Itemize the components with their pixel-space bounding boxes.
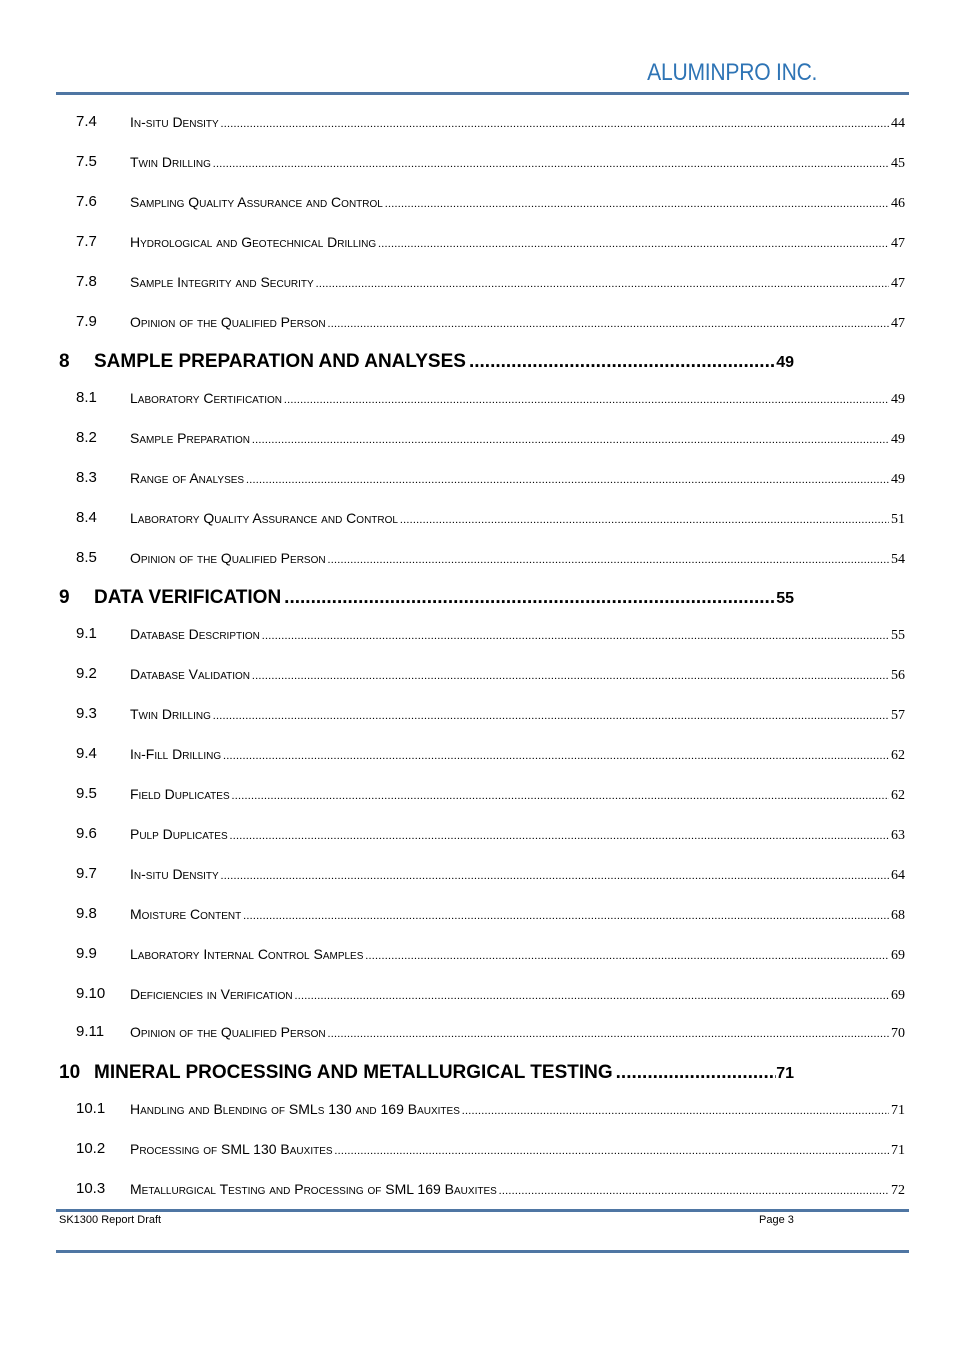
- toc-entry-number: 10.1: [76, 1100, 106, 1117]
- toc-entry[interactable]: [0, 902, 965, 926]
- toc-entry-number: 7.8: [76, 273, 97, 290]
- toc-entry-page: 68: [891, 908, 905, 923]
- toc-entry-page: 72: [891, 1183, 905, 1198]
- toc-entry-title: [130, 466, 905, 492]
- toc-entry[interactable]: [0, 1177, 965, 1201]
- toc-entry-label: Opinion of the Qualified Person: [130, 1024, 326, 1040]
- toc-entry-page: 56: [891, 668, 905, 683]
- toc-entry-label: Opinion of the Qualified Person: [130, 314, 326, 330]
- toc-leader-dots: [469, 348, 776, 376]
- toc-entry-page: 49: [891, 432, 905, 447]
- toc-entry-title: [130, 702, 905, 728]
- toc-entry-number: 9.7: [76, 865, 97, 882]
- toc-leader-dots: [400, 508, 889, 532]
- toc-entry-number: 9.9: [76, 945, 97, 962]
- toc-entry[interactable]: [0, 982, 965, 1006]
- toc-entry[interactable]: [0, 782, 965, 806]
- toc-section-number: 10: [59, 1062, 81, 1083]
- toc-leader-dots: [252, 428, 889, 452]
- toc-entry[interactable]: [0, 546, 965, 570]
- toc-entry-label: In-Fill Drilling: [130, 746, 222, 762]
- toc-entry[interactable]: [0, 942, 965, 966]
- toc-entry-page: 57: [891, 708, 905, 723]
- toc-entry[interactable]: [0, 386, 965, 410]
- toc-entry-title: [130, 426, 905, 452]
- toc-entry-number: 8.2: [76, 429, 97, 446]
- toc-entry[interactable]: [0, 506, 965, 530]
- toc-entry-title: [130, 110, 905, 136]
- toc-entry-number: 8.5: [76, 549, 97, 566]
- toc-entry-title: [130, 230, 905, 256]
- toc-entry-number: 9.8: [76, 905, 97, 922]
- toc-entry-title: [130, 662, 905, 688]
- toc-entry-label: Deficiencies in Verification: [130, 986, 293, 1002]
- toc-entry-label: Handling and Blending of SMLs 130 and 169 Bauxites: [130, 1101, 460, 1117]
- toc-leader-dots: [230, 824, 889, 848]
- toc-entry-label: Twin Drilling: [130, 706, 211, 722]
- toc-entry-page: 71: [891, 1103, 905, 1118]
- toc-entry-title: [130, 782, 905, 808]
- toc-leader-dots: [328, 548, 889, 572]
- toc-entry-title: [130, 742, 905, 768]
- toc-section-entry[interactable]: [0, 584, 965, 612]
- toc-entry-number: 7.5: [76, 153, 97, 170]
- toc-entry-label: Laboratory Quality Assurance and Control: [130, 510, 398, 526]
- toc-entry-label: Pulp Duplicates: [130, 826, 228, 842]
- toc-entry-page: 51: [891, 512, 905, 527]
- toc-entry[interactable]: [0, 150, 965, 174]
- toc-leader-dots: [328, 1022, 889, 1046]
- toc-leader-dots: [385, 192, 889, 216]
- toc-entry-number: 7.7: [76, 233, 97, 250]
- toc-entry-page: 64: [891, 868, 905, 883]
- toc-section-title: [94, 1059, 794, 1088]
- toc-entry[interactable]: [0, 622, 965, 646]
- toc-leader-dots: [223, 744, 889, 768]
- toc-entry-title: [130, 310, 905, 336]
- toc-entry[interactable]: [0, 1137, 965, 1161]
- toc-entry-title: [130, 1020, 905, 1046]
- toc-entry-number: 7.4: [76, 113, 97, 130]
- toc-leader-dots: [243, 904, 889, 928]
- toc-leader-dots: [232, 784, 889, 808]
- toc-entry-page: 47: [891, 236, 905, 251]
- toc-section-title: [94, 584, 794, 613]
- toc-entry-title: [130, 546, 905, 572]
- toc-entry[interactable]: [0, 310, 965, 334]
- toc-entry-page: 69: [891, 948, 905, 963]
- toc-entry-title: [130, 1177, 905, 1203]
- toc-leader-dots: [499, 1179, 889, 1203]
- toc-entry-title: [130, 1097, 905, 1123]
- toc-entry-number: 8.1: [76, 389, 97, 406]
- toc-entry-label: In-situ Density: [130, 866, 219, 882]
- toc-leader-dots: [252, 664, 889, 688]
- footer-rule-bottom: [56, 1250, 909, 1253]
- toc-entry[interactable]: [0, 230, 965, 254]
- toc-leader-dots: [365, 944, 889, 968]
- toc-entry-page: 47: [891, 316, 905, 331]
- toc-entry-number: 8.4: [76, 509, 97, 526]
- toc-entry-number: 7.9: [76, 313, 97, 330]
- toc-section-number: 8: [59, 351, 70, 372]
- header-rule: [56, 92, 909, 95]
- toc-leader-dots: [213, 152, 889, 176]
- toc-leader-dots: [221, 864, 889, 888]
- toc-entry[interactable]: [0, 110, 965, 134]
- toc-entry-title: [130, 506, 905, 532]
- toc-entry-number: 8.3: [76, 469, 97, 486]
- toc-leader-dots: [284, 388, 889, 412]
- toc-section-page: 71: [776, 1065, 794, 1082]
- toc-entry-label: Laboratory Certification: [130, 390, 282, 406]
- toc-entry-label: Laboratory Internal Control Samples: [130, 946, 364, 962]
- toc-entry[interactable]: [0, 662, 965, 686]
- toc-leader-dots: [295, 984, 889, 1008]
- toc-entry-page: 70: [891, 1026, 905, 1041]
- toc-entry[interactable]: [0, 270, 965, 294]
- toc-entry-label: Metallurgical Testing and Processing of SML 169 Bauxites: [130, 1181, 497, 1197]
- toc-entry-title: [130, 902, 905, 928]
- toc-entry-page: 62: [891, 748, 905, 763]
- toc-entry-page: 55: [891, 628, 905, 643]
- toc-entry-page: 54: [891, 552, 905, 567]
- toc-entry[interactable]: [0, 426, 965, 450]
- toc-entry[interactable]: [0, 702, 965, 726]
- toc-entry-page: 49: [891, 392, 905, 407]
- toc-leader-dots: [378, 232, 889, 256]
- toc-section-entry[interactable]: [0, 1059, 965, 1087]
- toc-entry-number: 9.11: [76, 1023, 105, 1040]
- toc-entry-number: 9.3: [76, 705, 97, 722]
- toc-section-label: DATA VERIFICATION: [94, 587, 282, 608]
- toc-entry-label: Field Duplicates: [130, 786, 230, 802]
- toc-entry-number: 9.2: [76, 665, 97, 682]
- toc-entry-number: 9.1: [76, 625, 97, 642]
- toc-section-entry[interactable]: [0, 348, 965, 376]
- toc-entry-label: Database Validation: [130, 666, 251, 682]
- footer-page-number: Page 3: [759, 1214, 794, 1226]
- toc-leader-dots: [616, 1059, 777, 1087]
- toc-entry-label: Sample Integrity and Security: [130, 274, 314, 290]
- toc-entry-title: [130, 982, 905, 1008]
- toc-entry[interactable]: [0, 1097, 965, 1121]
- toc-entry[interactable]: [0, 822, 965, 846]
- toc-entry-label: Moisture Content: [130, 906, 242, 922]
- toc-entry-label: Database Description: [130, 626, 260, 642]
- toc-entry-label: Sample Preparation: [130, 430, 250, 446]
- toc-entry-title: [130, 622, 905, 648]
- toc-section-page: 49: [776, 354, 794, 371]
- toc-entry-page: 49: [891, 472, 905, 487]
- toc-entry-title: [130, 190, 905, 216]
- toc-leader-dots: [262, 624, 889, 648]
- toc-leader-dots: [221, 112, 889, 136]
- toc-entry-number: 7.6: [76, 193, 97, 210]
- toc-entry-page: 63: [891, 828, 905, 843]
- toc-entry-page: 45: [891, 156, 905, 171]
- toc-entry-title: [130, 942, 905, 968]
- toc-entry-label: Processing of SML 130 Bauxites: [130, 1141, 333, 1157]
- toc-entry[interactable]: [0, 742, 965, 766]
- toc-entry-page: 62: [891, 788, 905, 803]
- toc-entry-label: In-situ Density: [130, 114, 219, 130]
- toc-entry-title: [130, 1137, 905, 1163]
- toc-entry-title: [130, 150, 905, 176]
- toc-section-page: 55: [776, 590, 794, 607]
- toc-entry[interactable]: [0, 862, 965, 886]
- toc-entry-page: 71: [891, 1143, 905, 1158]
- toc-leader-dots: [328, 312, 889, 336]
- toc-section-label: SAMPLE PREPARATION AND ANALYSES: [94, 351, 466, 372]
- toc-entry-number: 9.4: [76, 745, 97, 762]
- toc-entry-label: Range of Analyses: [130, 470, 245, 486]
- toc-entry-number: 9.10: [76, 985, 106, 1002]
- toc-entry-page: 46: [891, 196, 905, 211]
- toc-entry-page: 44: [891, 116, 905, 131]
- toc-leader-dots: [284, 584, 776, 612]
- toc-entry-number: 10.2: [76, 1140, 106, 1157]
- toc-leader-dots: [246, 468, 889, 492]
- toc-entry-number: 9.5: [76, 785, 97, 802]
- toc-entry-title: [130, 862, 905, 888]
- toc-entry[interactable]: [0, 190, 965, 214]
- toc-entry-title: [130, 822, 905, 848]
- toc-entry[interactable]: [0, 1020, 965, 1044]
- toc-section-title: [94, 348, 794, 377]
- toc-section-label: MINERAL PROCESSING AND METALLURGICAL TESTING: [94, 1062, 613, 1083]
- toc-entry-number: 10.3: [76, 1180, 106, 1197]
- toc-entry-page: 47: [891, 276, 905, 291]
- toc-entry-page: 69: [891, 988, 905, 1003]
- toc-leader-dots: [213, 704, 889, 728]
- footer-document-name: SK1300 Report Draft: [59, 1214, 162, 1226]
- toc-leader-dots: [316, 272, 889, 296]
- toc-leader-dots: [462, 1099, 889, 1123]
- toc-entry-label: Twin Drilling: [130, 154, 211, 170]
- footer-rule-top: [56, 1209, 909, 1212]
- toc-section-number: 9: [59, 587, 70, 608]
- toc-entry-label: Hydrological and Geotechnical Drilling: [130, 234, 377, 250]
- toc-entry-title: [130, 270, 905, 296]
- toc-entry-title: [130, 386, 905, 412]
- toc-leader-dots: [335, 1139, 889, 1163]
- company-name: ALUMINPRO INC.: [647, 59, 817, 86]
- toc-entry-label: Opinion of the Qualified Person: [130, 550, 326, 566]
- toc-entry-number: 9.6: [76, 825, 97, 842]
- toc-entry[interactable]: [0, 466, 965, 490]
- toc-entry-label: Sampling Quality Assurance and Control: [130, 194, 383, 210]
